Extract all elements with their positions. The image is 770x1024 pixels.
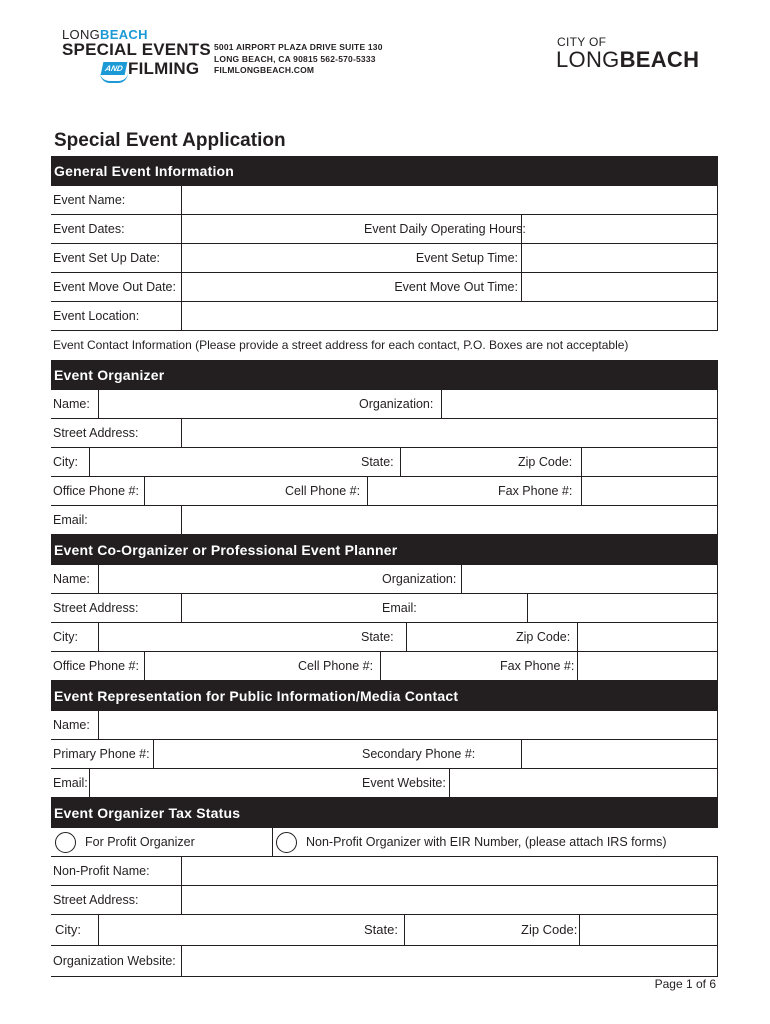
- row-tax-options: [51, 828, 718, 857]
- event-dates-field[interactable]: [181, 215, 361, 243]
- move-out-time-field[interactable]: [521, 273, 718, 301]
- co-organizer-email-field[interactable]: [527, 594, 718, 622]
- organizer-email-field[interactable]: [181, 506, 718, 534]
- row-media-phones: [51, 740, 718, 769]
- setup-time-field[interactable]: [521, 244, 718, 272]
- non-profit-street-field[interactable]: [181, 886, 718, 914]
- media-website-field[interactable]: [449, 769, 718, 797]
- row-non-profit-city: [51, 915, 718, 946]
- co-organizer-zip-field[interactable]: [577, 623, 718, 651]
- non-profit-city-field[interactable]: [98, 915, 359, 945]
- co-organizer-organization-field[interactable]: [461, 565, 718, 593]
- media-primary-phone-label: Primary Phone #:: [53, 747, 150, 761]
- and-badge: AND: [101, 62, 128, 75]
- for-profit-radio[interactable]: [55, 832, 76, 853]
- org-website-label: Organization Website:: [53, 954, 176, 968]
- co-organizer-street-label: Street Address:: [53, 601, 139, 615]
- co-organizer-city-field[interactable]: [98, 623, 357, 651]
- non-profit-state-field[interactable]: [404, 915, 517, 945]
- row-media-email: [51, 769, 718, 798]
- event-dates-label: Event Dates:: [53, 222, 125, 236]
- media-secondary-phone-label: Secondary Phone #:: [362, 747, 476, 761]
- co-organizer-street-field[interactable]: [181, 594, 379, 622]
- organizer-zip-label: Zip Code:: [518, 455, 573, 469]
- media-primary-phone-field[interactable]: [153, 740, 359, 768]
- media-email-label: Email:: [53, 776, 88, 790]
- row-media-name: [51, 711, 718, 740]
- organizer-office-phone-label: Office Phone #:: [53, 484, 139, 498]
- section-heading-media: Event Representation for Public Information/Media Contact: [51, 681, 718, 711]
- organizer-street-field[interactable]: [181, 419, 718, 447]
- co-organizer-state-label: State:: [361, 630, 394, 644]
- co-organizer-office-phone-label: Office Phone #:: [53, 659, 139, 673]
- row-co-organizer-city: [51, 623, 718, 652]
- co-organizer-fax-phone-field[interactable]: [577, 652, 718, 680]
- event-name-field[interactable]: [181, 186, 718, 214]
- row-event-dates: [51, 215, 718, 244]
- row-co-organizer-name: [51, 565, 718, 594]
- non-profit-zip-field[interactable]: [579, 915, 718, 945]
- location-label: Event Location:: [53, 309, 140, 323]
- co-organizer-state-field[interactable]: [406, 623, 512, 651]
- organizer-organization-label: Organization:: [359, 397, 434, 411]
- daily-hours-label: Event Daily Operating Hours:: [364, 222, 526, 236]
- organizer-organization-field[interactable]: [441, 390, 718, 418]
- row-move-out: [51, 273, 718, 302]
- non-profit-radio[interactable]: [276, 832, 297, 853]
- non-profit-city-label: City:: [55, 922, 81, 937]
- media-website-label: Event Website:: [362, 776, 446, 790]
- for-profit-label: For Profit Organizer: [85, 835, 195, 849]
- event-name-label: Event Name:: [53, 193, 126, 207]
- co-organizer-office-phone-field[interactable]: [144, 652, 296, 680]
- non-profit-name-field[interactable]: [181, 857, 718, 885]
- organizer-state-label: State:: [361, 455, 394, 469]
- organizer-fax-phone-label: Fax Phone #:: [498, 484, 573, 498]
- setup-date-label: Event Set Up Date:: [53, 251, 161, 265]
- co-organizer-email-label: Email:: [382, 601, 417, 615]
- row-non-profit-name: [51, 857, 718, 886]
- row-event-name: [51, 186, 718, 215]
- co-organizer-cell-phone-label: Cell Phone #:: [298, 659, 374, 673]
- tax-option-divider: [272, 828, 273, 856]
- organizer-fax-phone-field[interactable]: [581, 477, 718, 505]
- page-title: Special Event Application: [54, 130, 286, 151]
- non-profit-zip-label: Zip Code:: [521, 922, 578, 937]
- row-location: [51, 302, 718, 331]
- row-non-profit-street: [51, 886, 718, 915]
- move-out-time-label: Event Move Out Time:: [394, 280, 518, 294]
- logo-left-line3: AND FILMING: [62, 59, 212, 79]
- organizer-office-phone-field[interactable]: [144, 477, 283, 505]
- organizer-street-label: Street Address:: [53, 426, 139, 440]
- row-organizer-city: [51, 448, 718, 477]
- row-org-website: [51, 946, 718, 977]
- media-name-label: Name:: [53, 718, 90, 732]
- section-heading-general: General Event Information: [51, 156, 718, 186]
- media-email-field[interactable]: [89, 769, 359, 797]
- organizer-cell-phone-label: Cell Phone #:: [285, 484, 361, 498]
- setup-time-label: Event Setup Time:: [415, 251, 518, 265]
- co-organizer-zip-label: Zip Code:: [516, 630, 571, 644]
- row-co-organizer-street: [51, 594, 718, 623]
- organizer-city-label: City:: [53, 455, 78, 469]
- row-organizer-phones: [51, 477, 718, 506]
- move-out-date-label: Event Move Out Date:: [53, 280, 176, 294]
- row-organizer-name: [51, 390, 718, 419]
- organizer-zip-field[interactable]: [581, 448, 718, 476]
- location-field[interactable]: [181, 302, 718, 330]
- row-organizer-street: [51, 419, 718, 448]
- non-profit-street-label: Street Address:: [53, 893, 139, 907]
- row-organizer-email: [51, 506, 718, 535]
- organizer-city-field[interactable]: [89, 448, 357, 476]
- co-organizer-cell-phone-field[interactable]: [380, 652, 497, 680]
- row-setup: [51, 244, 718, 273]
- co-organizer-fax-phone-label: Fax Phone #:: [500, 659, 575, 673]
- media-secondary-phone-field[interactable]: [521, 740, 718, 768]
- non-profit-option-label: Non-Profit Organizer with EIR Number, (please attach IRS forms): [306, 835, 667, 849]
- non-profit-state-label: State:: [364, 922, 398, 937]
- office-address: 5001 AIRPORT PLAZA DRIVE SUITE 130 LONG BEACH, CA 90815 562-570-5333 FILMLONGBEACH.COM: [214, 42, 383, 75]
- city-of-long-beach-logo: CITY OF LONGBEACH: [556, 35, 700, 72]
- contact-note: Event Contact Information (Please provide a street address for each contact, P.O. Boxes are not acceptable): [53, 338, 629, 352]
- organizer-cell-phone-field[interactable]: [367, 477, 497, 505]
- co-organizer-organization-label: Organization:: [382, 572, 457, 586]
- non-profit-name-label: Non-Profit Name:: [53, 864, 150, 878]
- logo-left-line1: LONGBEACH: [62, 27, 148, 42]
- co-organizer-city-label: City:: [53, 630, 78, 644]
- special-events-filming-logo: [62, 28, 212, 80]
- organizer-name-label: Name:: [53, 397, 90, 411]
- section-heading-co-organizer: Event Co-Organizer or Professional Event Planner: [51, 535, 718, 565]
- org-website-field[interactable]: [181, 946, 718, 976]
- section-heading-tax: Event Organizer Tax Status: [51, 798, 718, 828]
- section-heading-organizer: Event Organizer: [51, 360, 718, 390]
- media-name-field[interactable]: [98, 711, 718, 739]
- application-form: [51, 156, 718, 977]
- page-number: Page 1 of 6: [654, 977, 716, 991]
- co-organizer-name-field[interactable]: [98, 565, 379, 593]
- co-organizer-name-label: Name:: [53, 572, 90, 586]
- organizer-email-label: Email:: [53, 513, 88, 527]
- logo-left-line2: SPECIAL EVENTS: [62, 40, 211, 59]
- organizer-name-field[interactable]: [98, 390, 357, 418]
- row-contact-note: [51, 331, 718, 360]
- row-co-organizer-phones: [51, 652, 718, 681]
- organizer-state-field[interactable]: [400, 448, 514, 476]
- daily-hours-field[interactable]: [521, 215, 718, 243]
